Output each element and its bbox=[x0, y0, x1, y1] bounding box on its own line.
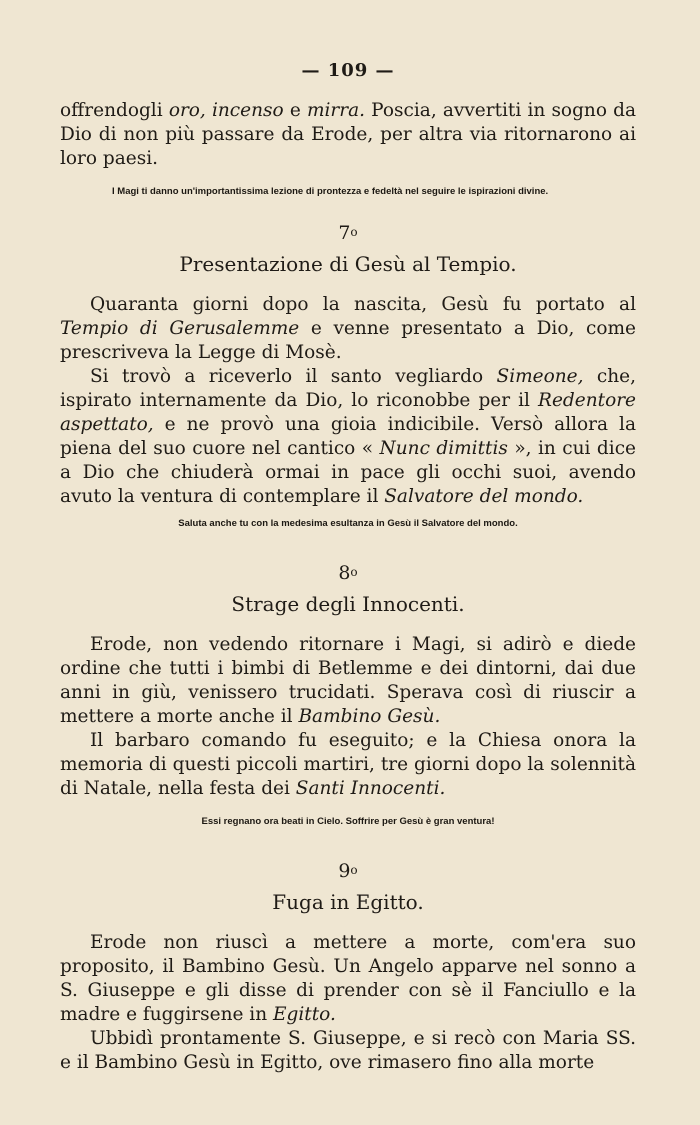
ordinal-mark: o bbox=[350, 225, 358, 239]
text-run: Erode, non vedendo ritornare i Magi, si adirò e diede ordine che tutti i bimbi di Betlemme e dei dintorni, dai due anni in giù, venissero trucidati. Sperava così di riuscir a mettere a morte anche il bbox=[60, 634, 636, 727]
section-number-value: 8 bbox=[338, 562, 351, 584]
italic-run: oro, incenso bbox=[168, 100, 284, 121]
section-paragraph bbox=[60, 365, 636, 509]
italic-run: Nunc dimittis bbox=[379, 438, 508, 459]
intro-paragraph bbox=[60, 99, 636, 171]
italic-run: Simeone, bbox=[496, 366, 584, 387]
italic-run: Salvatore del mondo. bbox=[384, 486, 584, 507]
text-run: Poscia, avvertiti in sogno da Dio di non più passare da Erode, per altra via ritornarono ai loro paesi. bbox=[60, 100, 636, 169]
text-run: offrendogli bbox=[60, 100, 169, 121]
section-number bbox=[60, 221, 636, 245]
text-run: Si trovò a riceverlo il santo vegliardo bbox=[90, 366, 497, 387]
text-run: e bbox=[283, 100, 307, 121]
moral-note: Saluta anche tu con la medesima esultanza in Gesù il Salvatore del mondo. bbox=[178, 518, 518, 529]
section-paragraph bbox=[60, 729, 636, 801]
section-paragraph bbox=[60, 633, 636, 729]
text-run: e ne provò una gioia indicibile. Versò allora la piena del suo cuore nel cantico « bbox=[60, 414, 636, 459]
section-number-value: 9 bbox=[338, 860, 351, 882]
section-number bbox=[60, 561, 636, 585]
page-number: — 109 — bbox=[301, 60, 395, 81]
section-paragraph bbox=[60, 293, 636, 365]
section-title: Fuga in Egitto. bbox=[272, 890, 424, 914]
text-run: e venne presentato a Dio, come prescriveva la Legge di Mosè. bbox=[60, 318, 636, 363]
italic-run: Egitto. bbox=[273, 1004, 336, 1025]
text-run: », in cui dice a Dio che chiuderà ormai in pace gli occhi suoi, avendo avuto la ventura di contemplare il bbox=[60, 438, 636, 507]
text-run: Ubbidì prontamente S. Giuseppe, e si recò con Maria SS. e il Bambino Gesù in Egitto, ove rimasero fino alla morte bbox=[60, 1028, 636, 1073]
italic-run: Bambino Gesù. bbox=[298, 706, 441, 727]
section-title: Strage degli Innocenti. bbox=[231, 592, 465, 616]
text-run: Quaranta giorni dopo la nascita, Gesù fu portato al bbox=[90, 294, 636, 315]
italic-run: Redentore aspettato, bbox=[60, 390, 636, 435]
section-title: Presentazione di Gesù al Tempio. bbox=[179, 252, 517, 276]
ordinal-mark: o bbox=[350, 863, 358, 877]
text-run: Erode non riuscì a mettere a morte, com'era suo proposito, il Bambino Gesù. Un Angelo apparve nel sonno a S. Giuseppe e gli disse di prender con sè il Fanciullo e la madre e fuggirsene in bbox=[60, 932, 636, 1025]
moral-note: Essi regnano ora beati in Cielo. Soffrire per Gesù è gran ventura! bbox=[201, 816, 495, 827]
italic-run: Santi Innocenti. bbox=[295, 778, 446, 799]
section-paragraph bbox=[60, 1027, 636, 1075]
text-run: Il barbaro comando fu eseguito; e la Chiesa onora la memoria di questi piccoli martiri, tre giorni dopo la solennità di Natale, nella festa dei bbox=[60, 730, 636, 799]
section-number bbox=[60, 859, 636, 883]
text-run: che, ispirato internamente da Dio, lo riconobbe per il bbox=[60, 366, 636, 411]
ordinal-mark: o bbox=[350, 565, 358, 579]
italic-run: Tempio di Gerusalemme bbox=[60, 318, 300, 339]
section-number-value: 7 bbox=[338, 222, 351, 244]
italic-run: mirra. bbox=[306, 100, 366, 121]
moral-note: I Magi ti danno un'importantissima lezione di prontezza e fedeltà nel seguire le ispirazioni divine. bbox=[112, 186, 549, 197]
section-paragraph bbox=[60, 931, 636, 1027]
